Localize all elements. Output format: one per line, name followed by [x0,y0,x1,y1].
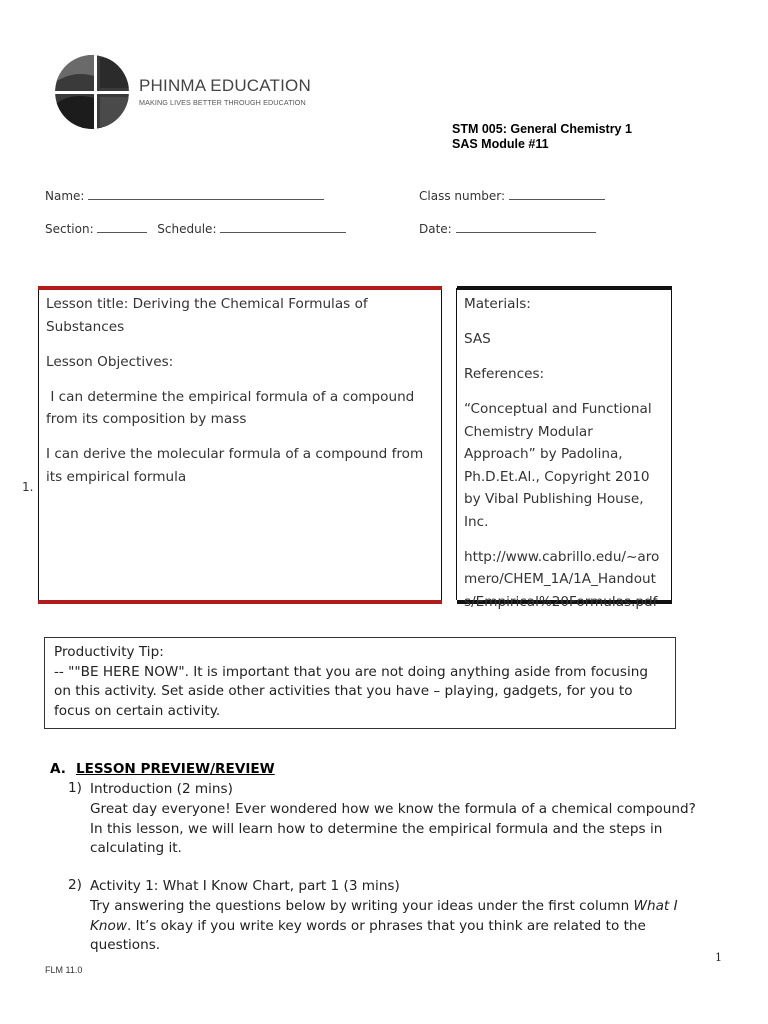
class-number-blank[interactable] [509,189,605,200]
objective-1: I can determine the empirical formula of a compound from its composition by mass [46,388,419,427]
objectives-label: Lesson Objectives: [46,353,174,370]
lesson-title: Lesson title: Deriving the Chemical Formulas of Substances [46,296,368,335]
table-divider-column [442,288,457,600]
section-blank[interactable] [97,222,147,233]
materials-box [457,286,672,610]
phinma-logo-icon [54,52,132,132]
logo-name: PHINMA EDUCATION [139,76,311,95]
materials-value: SAS [464,331,491,347]
course-header [452,122,632,152]
references-label: References: [464,366,545,382]
name-field[interactable]: Name: [45,189,324,203]
item-1-heading: Introduction (2 mins) [90,781,233,797]
item-2 [90,877,712,956]
productivity-tip-box [44,637,676,729]
materials-top-bar [457,286,672,290]
lesson-bottom-bar [38,600,442,604]
name-blank[interactable] [88,189,324,200]
item-2-heading: Activity 1: What I Know Chart, part 1 (3 mins) [90,878,400,894]
section-letter: A. [50,761,66,777]
lesson-box [38,286,442,604]
item-1-number: 1) [68,780,82,796]
section-field[interactable]: Section: Schedule: [45,222,346,236]
item-2-text: Try answering the questions below by writing your ideas under the first column What I Know. It’s okay if you write key words or phrases that you think are related to the questions. [90,897,678,954]
tip-text: -- ""BE HERE NOW". It is important that you are not doing anything aside from focusing on this activity. Set aside other activities that you have – playing, gadgets, for you to focus on certain activity. [54,663,648,719]
section-a-heading [50,761,275,777]
module-number: SAS Module #11 [452,137,549,151]
date-field[interactable]: Date: [419,222,596,236]
objective-2: I can derive the molecular formula of a compound from its empirical formula [46,446,424,485]
date-blank[interactable] [456,222,596,233]
materials-label: Materials: [464,296,531,312]
footer-code: FLM 11.0 [45,965,83,975]
class-number-field[interactable]: Class number: [419,189,605,203]
reference-book: “Conceptual and Functional Chemistry Modular Approach” by Padolina, Ph.D.Et.Al., Copyright 2010 by Vibal Publishing House, Inc. [464,401,652,530]
logo-tagline: MAKING LIVES BETTER THROUGH EDUCATION [139,98,306,107]
item-2-number: 2) [68,877,82,893]
section-title: LESSON PREVIEW/REVIEW [75,761,275,777]
lesson-top-bar [38,286,442,290]
item-1-text: Great day everyone! Ever wondered how we know the formula of a chemical compound? In this lesson, we will learn how to determine the empirical formula and the steps in calculating it. [90,800,696,857]
item-2-italic: What I Know [90,897,678,934]
page-number: 1 [715,951,722,964]
list-number: 1. [22,480,34,494]
tip-label: Productivity Tip: [54,644,164,660]
course-title: STM 005: General Chemistry 1 [452,122,632,136]
schedule-blank[interactable] [220,222,346,233]
item-1 [90,780,712,859]
reference-url[interactable]: http://www.cabrillo.edu/~aromero/CHEM_1A/1A_Handouts/Empirical%20Formulas.pdf [464,548,660,610]
